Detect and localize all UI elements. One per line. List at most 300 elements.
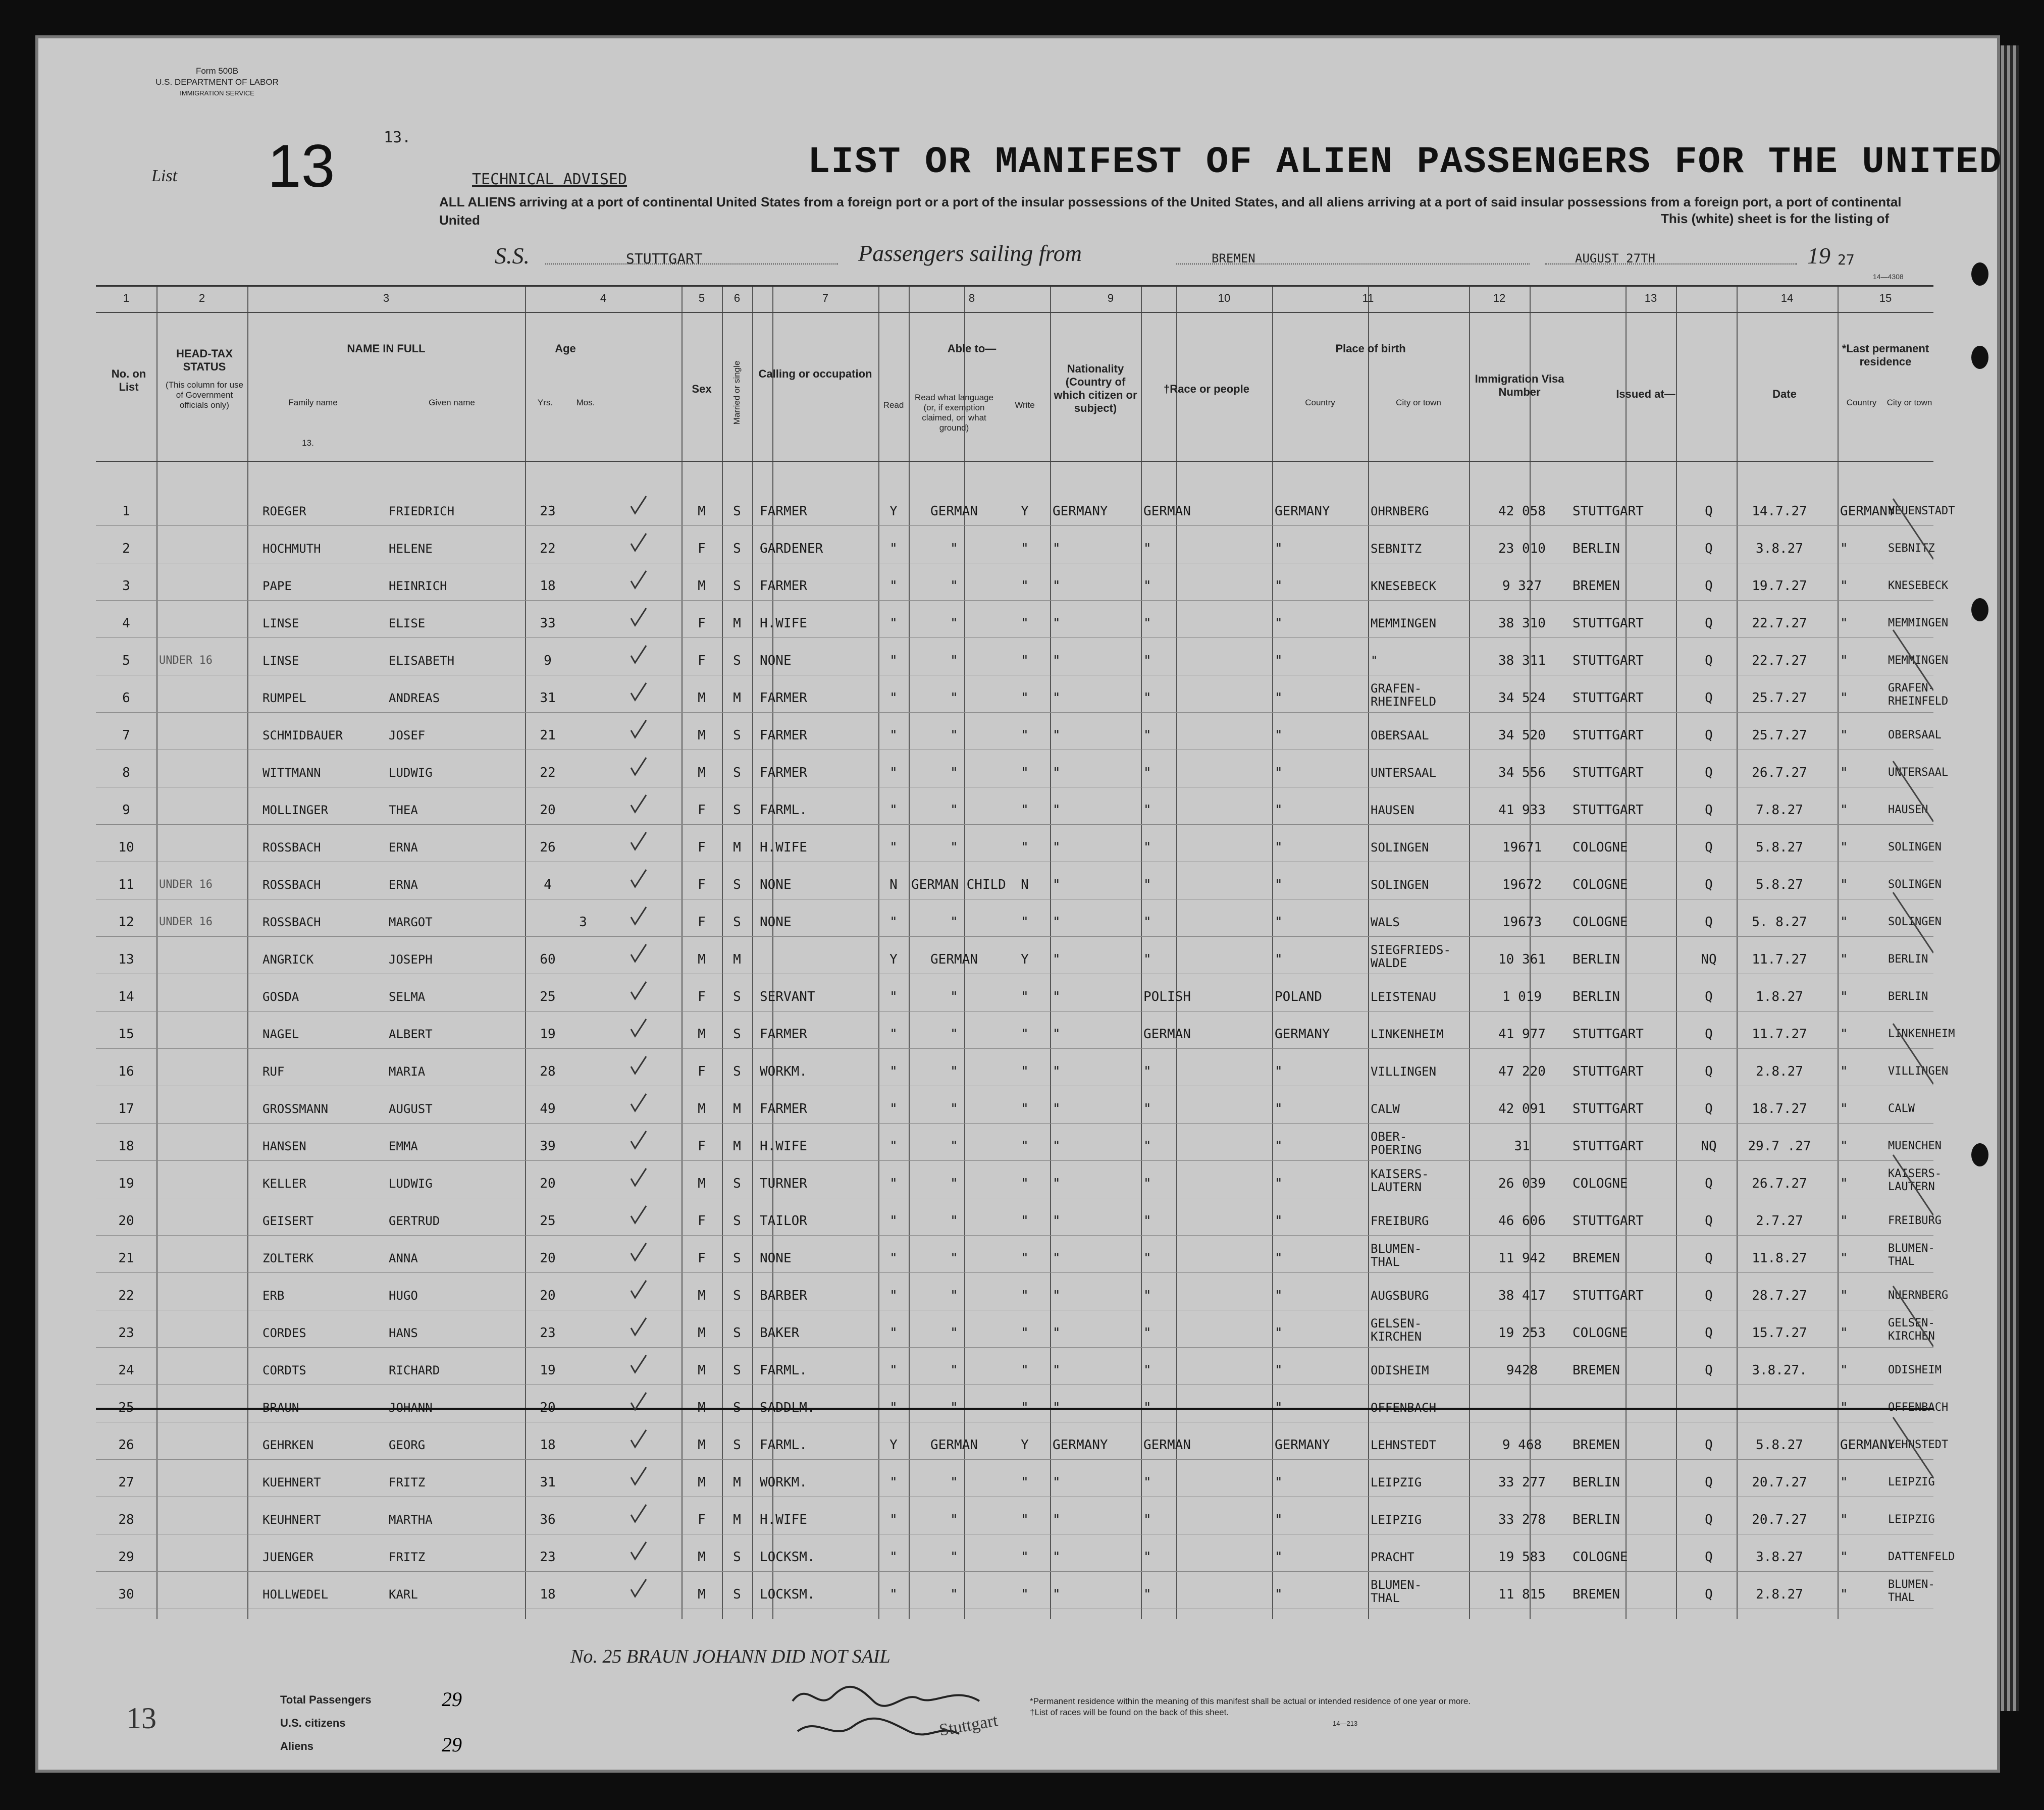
quota-status: Q xyxy=(1705,616,1713,631)
given-name: ERNA xyxy=(389,878,418,892)
residence-country: " xyxy=(1840,1475,1848,1490)
family-name: JUENGER xyxy=(263,1550,314,1564)
visa-issued-at: BREMEN xyxy=(1573,1438,1620,1453)
given-name: EMMA xyxy=(389,1139,418,1153)
sex: F xyxy=(698,1213,706,1229)
birth-country: " xyxy=(1275,1251,1283,1266)
column-number: 3 xyxy=(383,292,390,304)
age-header: Age xyxy=(555,342,576,355)
can-read: " xyxy=(889,840,898,855)
marital-status: S xyxy=(733,915,741,930)
row-number: 29 xyxy=(118,1550,134,1565)
birth-country: " xyxy=(1275,653,1283,668)
birth-country: " xyxy=(1275,728,1283,743)
column-number: 4 xyxy=(600,292,607,304)
family-name: ROSSBACH xyxy=(263,915,321,929)
row-number: 28 xyxy=(118,1512,134,1527)
race: GERMAN xyxy=(1143,1027,1191,1042)
can-write: " xyxy=(1021,1176,1029,1191)
nationality: " xyxy=(1053,1512,1061,1527)
family-name: GOSDA xyxy=(263,990,299,1004)
sex: F xyxy=(698,1251,706,1266)
visa-number: 11 815 xyxy=(1498,1587,1546,1602)
quota-status: Q xyxy=(1705,1550,1713,1565)
residence-city: LINKENHEIM xyxy=(1888,1028,1955,1040)
purser-signature xyxy=(788,1676,1070,1751)
married-header: Married or single xyxy=(732,360,742,425)
age-years: 31 xyxy=(540,690,556,706)
read-language: " xyxy=(950,1139,958,1154)
birth-city: VILLINGEN xyxy=(1371,1064,1437,1079)
nationality: " xyxy=(1053,877,1061,892)
check-mark xyxy=(631,1094,646,1111)
nationality: " xyxy=(1053,803,1061,818)
check-mark xyxy=(631,1168,646,1186)
residence-country: " xyxy=(1840,915,1848,930)
row-number: 13 xyxy=(118,952,134,967)
residence-city: SOLINGEN xyxy=(1888,916,1942,928)
margin-handwritten-number: 13 xyxy=(126,1701,156,1735)
check-mark xyxy=(631,1206,646,1223)
can-write: " xyxy=(1021,1101,1029,1116)
residence-city: NEUENSTADT xyxy=(1888,505,1955,517)
passenger-totals xyxy=(280,1688,462,1763)
visa-number: 46 606 xyxy=(1498,1213,1546,1229)
sex: M xyxy=(698,690,706,706)
residence-city: LEIPZIG xyxy=(1888,1513,1935,1526)
residence-city: SOLINGEN xyxy=(1888,841,1942,854)
age-months: 3 xyxy=(579,915,587,930)
birth-country: " xyxy=(1275,1139,1283,1154)
residence-country: " xyxy=(1840,1550,1848,1565)
marital-status: S xyxy=(733,877,741,892)
can-write: " xyxy=(1021,728,1029,743)
sex: F xyxy=(698,1512,706,1527)
birth-country: " xyxy=(1275,1400,1283,1415)
ss-label: S.S. xyxy=(495,243,530,269)
race: " xyxy=(1143,1251,1151,1266)
birth-city: AUGSBURG xyxy=(1371,1289,1429,1303)
row-number: 10 xyxy=(118,840,134,855)
given-name: JOHANN xyxy=(389,1401,433,1415)
family-name: RUF xyxy=(263,1064,285,1079)
check-mark xyxy=(631,870,646,887)
read-language: " xyxy=(950,1550,958,1565)
visa-date: 5.8.27 xyxy=(1756,877,1803,892)
column-number: 10 xyxy=(1218,292,1231,304)
visa-number: 38 311 xyxy=(1498,653,1546,668)
binder-hole xyxy=(1971,262,1988,286)
check-mark xyxy=(631,982,646,999)
visa-date: 5.8.27 xyxy=(1756,1438,1803,1453)
can-read: Y xyxy=(889,504,898,519)
family-name: KEUHNERT xyxy=(263,1513,321,1527)
residence-city: KAISERS- LAUTERN xyxy=(1888,1167,1942,1193)
residence-country: " xyxy=(1840,1064,1848,1079)
residence-country: " xyxy=(1840,1139,1848,1154)
age-years: 20 xyxy=(540,1288,556,1303)
read-language: GERMAN xyxy=(930,952,978,967)
visa-number: 34 520 xyxy=(1498,728,1546,743)
column-number: 1 xyxy=(123,292,130,304)
visa-number: 19 583 xyxy=(1498,1550,1546,1565)
row-number: 8 xyxy=(122,765,130,780)
visa-date: 15.7.27 xyxy=(1752,1325,1807,1341)
can-write: " xyxy=(1021,541,1029,556)
visa-number: 19673 xyxy=(1502,915,1542,930)
age-years: 39 xyxy=(540,1139,556,1154)
row-number: 27 xyxy=(118,1475,134,1490)
row-number: 15 xyxy=(118,1027,134,1042)
visa-issued-at: STUTTGART xyxy=(1573,1139,1644,1154)
birth-country: " xyxy=(1275,803,1283,818)
name-in-full-header: NAME IN FULL xyxy=(347,342,426,355)
quota-status: Q xyxy=(1705,803,1713,818)
given-name: AUGUST xyxy=(389,1102,433,1116)
residence-city: MEMMINGEN xyxy=(1888,654,1949,667)
given-name: MARIA xyxy=(389,1064,426,1079)
total-passengers-label: Total Passengers xyxy=(280,1693,372,1706)
nationality: " xyxy=(1053,1213,1061,1229)
head-tax-header: HEAD-TAX STATUS xyxy=(176,347,233,373)
age-years: 23 xyxy=(540,1550,556,1565)
nationality: " xyxy=(1053,1101,1061,1116)
check-mark xyxy=(631,944,646,962)
family-name: HANSEN xyxy=(263,1139,306,1153)
race: " xyxy=(1143,952,1151,967)
can-write: " xyxy=(1021,1027,1029,1042)
nationality: " xyxy=(1053,840,1061,855)
row-number: 9 xyxy=(122,803,130,818)
can-read: " xyxy=(889,1064,898,1079)
birth-country: " xyxy=(1275,1587,1283,1602)
occupation: FARMER xyxy=(760,1027,807,1042)
residence-city: HAUSEN xyxy=(1888,804,1928,816)
read-language: " xyxy=(950,690,958,706)
birth-city: SIEGFRIEDS- WALDE xyxy=(1371,943,1451,970)
sex: M xyxy=(698,1288,706,1303)
check-mark xyxy=(631,683,646,700)
residence-country: " xyxy=(1840,1176,1848,1191)
visa-header: Immigration Visa Number xyxy=(1475,372,1564,398)
marital-status: M xyxy=(733,1101,741,1116)
visa-issued-at: STUTTGART xyxy=(1573,728,1644,743)
occupation: FARML. xyxy=(760,1438,807,1453)
row-number: 30 xyxy=(118,1587,134,1602)
age-years: 31 xyxy=(540,1475,556,1490)
birth-country: GERMANY xyxy=(1275,504,1330,519)
can-read: " xyxy=(889,1587,898,1602)
visa-issued-at: BERLIN xyxy=(1573,1512,1620,1527)
row-number: 22 xyxy=(118,1288,134,1303)
occupation: NONE xyxy=(760,653,792,668)
birth-city: LEISTENAU xyxy=(1371,990,1437,1004)
family-name: SCHMIDBAUER xyxy=(263,728,343,742)
residence-city: MEMMINGEN xyxy=(1888,617,1949,629)
occupation: H.WIFE xyxy=(760,616,807,631)
birth-city: BLUMEN- THAL xyxy=(1371,1242,1422,1269)
check-mark xyxy=(631,832,646,849)
can-read: Y xyxy=(889,952,898,967)
read-language: " xyxy=(950,1101,958,1116)
visa-number: 1 019 xyxy=(1502,989,1542,1004)
occupation: NONE xyxy=(760,915,792,930)
sex: M xyxy=(698,1550,706,1565)
can-read: " xyxy=(889,616,898,631)
read-language: " xyxy=(950,989,958,1004)
read-language: " xyxy=(950,1363,958,1378)
nationality: " xyxy=(1053,1139,1061,1154)
read-language: " xyxy=(950,803,958,818)
total-passengers-value: 29 xyxy=(442,1688,462,1711)
can-read: " xyxy=(889,765,898,780)
marital-status: S xyxy=(733,541,741,556)
residence-city: VILLINGEN xyxy=(1888,1065,1949,1078)
visa-issued-at: STUTTGART xyxy=(1573,1101,1644,1116)
write-header: Write xyxy=(1015,400,1035,410)
birth-city: OFFENBACH xyxy=(1371,1401,1437,1415)
residence-city: SEBNITZ xyxy=(1888,542,1935,555)
read-language: " xyxy=(950,728,958,743)
family-name: PAPE xyxy=(263,579,292,593)
birth-city: GRAFEN- RHEINFELD xyxy=(1371,681,1437,709)
quota-status: Q xyxy=(1705,690,1713,706)
age-years: 21 xyxy=(540,728,556,743)
age-years: 20 xyxy=(540,1176,556,1191)
age-years: 22 xyxy=(540,765,556,780)
can-write: " xyxy=(1021,653,1029,668)
can-write: " xyxy=(1021,1400,1029,1415)
race-header: †Race or people xyxy=(1164,383,1249,395)
birth-country: " xyxy=(1275,541,1283,556)
read-language: " xyxy=(950,616,958,631)
occupation: FARML. xyxy=(760,803,807,818)
residence-city: OFFENBACH xyxy=(1888,1401,1949,1414)
marital-status: M xyxy=(733,840,741,855)
family-name: LINSE xyxy=(263,654,299,668)
read-language: " xyxy=(950,1475,958,1490)
read-language-header: Read what language (or, if exemption claimed, on what ground) xyxy=(915,393,993,433)
sailing-from-label: Passengers sailing from xyxy=(858,240,1082,266)
sex: M xyxy=(698,1101,706,1116)
year-prefix: 19 xyxy=(1807,243,1830,269)
sex: M xyxy=(698,504,706,519)
birth-city: " xyxy=(1371,654,1378,668)
can-write: " xyxy=(1021,1475,1029,1490)
row-number: 14 xyxy=(118,989,134,1004)
place-of-birth-header: Place of birth xyxy=(1335,342,1406,355)
read-language: " xyxy=(950,1213,958,1229)
family-name: CORDTS xyxy=(263,1363,306,1377)
nationality: " xyxy=(1053,915,1061,930)
residence-city: UNTERSAAL xyxy=(1888,766,1949,779)
residence-country: " xyxy=(1840,989,1848,1004)
marital-status: M xyxy=(733,690,741,706)
occupation: TAILOR xyxy=(760,1213,807,1229)
family-name: BRAUN xyxy=(263,1401,299,1415)
check-mark xyxy=(631,1131,646,1148)
read-language: " xyxy=(950,840,958,855)
row-number: 18 xyxy=(118,1139,134,1154)
read-language: " xyxy=(950,1027,958,1042)
age-years: 22 xyxy=(540,541,556,556)
quota-status: Q xyxy=(1705,541,1713,556)
visa-number: 34 556 xyxy=(1498,765,1546,780)
residence-country: " xyxy=(1840,541,1848,556)
marital-status: S xyxy=(733,1400,741,1415)
given-name: MARGOT xyxy=(389,915,433,929)
given-name: FRITZ xyxy=(389,1475,426,1489)
visa-date: 7.8.27 xyxy=(1756,803,1803,818)
birth-city: KNESEBECK xyxy=(1371,579,1437,593)
birth-country: " xyxy=(1275,1475,1283,1490)
quota-status: Q xyxy=(1705,1438,1713,1453)
given-name: THEA xyxy=(389,803,418,817)
row-number: 3 xyxy=(122,578,130,594)
column-number: 14 xyxy=(1780,292,1794,304)
quota-status: Q xyxy=(1705,728,1713,743)
quota-status: Q xyxy=(1705,989,1713,1004)
check-mark xyxy=(631,1019,646,1036)
manifest-subtitle: ALL ALIENS arriving at a port of continental United States from a foreign port or a port of the insular possessions of the United States, and all aliens arriving at a port of said insular possessions from a foreign port, a port of continental United xyxy=(439,194,1902,228)
list-number-handwritten: 13 xyxy=(268,132,335,200)
sex: F xyxy=(698,803,706,818)
visa-number: 9428 xyxy=(1506,1363,1538,1378)
read-language: " xyxy=(950,1400,958,1415)
family-name: RUMPEL xyxy=(263,691,306,705)
birth-city: OHRNBERG xyxy=(1371,504,1429,518)
birth-country: GERMANY xyxy=(1275,1438,1330,1453)
column-number: 13 xyxy=(1644,292,1657,304)
birth-country: " xyxy=(1275,1101,1283,1116)
check-mark xyxy=(631,1243,646,1260)
pencil-slash xyxy=(1893,1024,1933,1084)
column-number: 15 xyxy=(1879,292,1892,304)
technical-note: TECHNICAL ADVISED xyxy=(472,171,627,188)
nationality: " xyxy=(1053,1064,1061,1079)
birth-country: " xyxy=(1275,690,1283,706)
age-years: 23 xyxy=(540,504,556,519)
pencil-slash xyxy=(1893,1155,1933,1215)
marital-status: S xyxy=(733,989,741,1004)
column-number: 6 xyxy=(733,292,741,304)
birth-city: SOLINGEN xyxy=(1371,878,1429,892)
birth-city: KAISERS- LAUTERN xyxy=(1371,1167,1429,1194)
head-tax-status: UNDER 16 xyxy=(159,916,213,928)
occupation: FARMER xyxy=(760,765,807,780)
marital-status: S xyxy=(733,1325,741,1341)
row-number: 1 xyxy=(122,504,130,519)
head-tax-note: (This column for use of Government officials only) xyxy=(166,380,243,410)
nationality: GERMANY xyxy=(1053,1438,1108,1453)
race: " xyxy=(1143,1213,1151,1229)
visa-date: 26.7.27 xyxy=(1752,1176,1807,1191)
issued-at-header: Issued at— xyxy=(1616,388,1675,400)
given-name: ANDREAS xyxy=(389,691,440,705)
residence-country: " xyxy=(1840,1101,1848,1116)
given-name: HEINRICH xyxy=(389,579,447,593)
occupation: H.WIFE xyxy=(760,840,807,855)
marital-status: S xyxy=(733,1251,741,1266)
given-name: LUDWIG xyxy=(389,766,433,780)
visa-issued-at: BREMEN xyxy=(1573,1587,1620,1602)
occupation: FARMER xyxy=(760,690,807,706)
quota-status: Q xyxy=(1705,1475,1713,1490)
nationality: " xyxy=(1053,1027,1061,1042)
family-name: ROEGER xyxy=(263,504,306,518)
nationality: " xyxy=(1053,578,1061,594)
quota-status: Q xyxy=(1705,840,1713,855)
visa-number: 33 278 xyxy=(1498,1512,1546,1527)
column-number: 2 xyxy=(198,292,205,304)
quota-status: Q xyxy=(1705,1363,1713,1378)
can-write: N xyxy=(1021,877,1029,892)
can-write: " xyxy=(1021,1139,1029,1154)
nationality: " xyxy=(1053,1288,1061,1303)
occupation: FARMER xyxy=(760,578,807,594)
column-number: 12 xyxy=(1493,292,1506,304)
visa-date: 22.7.27 xyxy=(1752,616,1807,631)
can-write: " xyxy=(1021,765,1029,780)
can-write: " xyxy=(1021,1064,1029,1079)
occupation: NONE xyxy=(760,877,792,892)
birth-city: CALW xyxy=(1371,1102,1400,1116)
occupation: FARMER xyxy=(760,728,807,743)
can-read: " xyxy=(889,1400,898,1415)
nationality: " xyxy=(1053,1587,1061,1602)
visa-issued-at: STUTTGART xyxy=(1573,765,1644,780)
race: " xyxy=(1143,728,1151,743)
can-read: " xyxy=(889,1512,898,1527)
read-language: " xyxy=(950,915,958,930)
birth-city: LEHNSTEDT xyxy=(1371,1438,1437,1452)
nationality: " xyxy=(1053,952,1061,967)
race: " xyxy=(1143,1325,1151,1341)
mos-header: Mos. xyxy=(576,398,595,407)
marital-status: S xyxy=(733,1213,741,1229)
visa-issued-at: BREMEN xyxy=(1573,1251,1620,1266)
can-read: " xyxy=(889,1251,898,1266)
check-mark xyxy=(631,1056,646,1074)
residence-city: DATTENFELD xyxy=(1888,1551,1955,1563)
marital-status: S xyxy=(733,578,741,594)
check-mark xyxy=(631,758,646,775)
quota-status: Q xyxy=(1705,1027,1713,1042)
residence-country: " xyxy=(1840,877,1848,892)
age-years: 25 xyxy=(540,1213,556,1229)
occupation: FARML. xyxy=(760,1363,807,1378)
last-residence-header: *Last permanent residence xyxy=(1842,342,1929,368)
footnotes: *Permanent residence within the meaning of this manifest shall be actual or intended residence of one year or more. †List of races will be found on the back of this sheet. 14—213 xyxy=(1030,1696,1471,1727)
marital-status: S xyxy=(733,1176,741,1191)
birth-country: " xyxy=(1275,1064,1283,1079)
row-number: 7 xyxy=(122,728,130,743)
check-mark xyxy=(631,1467,646,1484)
birth-city: ODISHEIM xyxy=(1371,1363,1429,1377)
column-number: 9 xyxy=(1107,292,1114,304)
binder-hole xyxy=(1971,346,1988,369)
birth-country: " xyxy=(1275,1325,1283,1341)
visa-number: 41 933 xyxy=(1498,803,1546,818)
visa-number: 11 942 xyxy=(1498,1251,1546,1266)
visa-issued-at: COLOGNE xyxy=(1573,840,1628,855)
residence-city: KNESEBECK xyxy=(1888,579,1949,592)
birth-country: " xyxy=(1275,877,1283,892)
check-mark xyxy=(631,795,646,812)
aliens-value: 29 xyxy=(442,1733,462,1756)
row-number: 5 xyxy=(122,653,130,668)
occupation: H.WIFE xyxy=(760,1139,807,1154)
